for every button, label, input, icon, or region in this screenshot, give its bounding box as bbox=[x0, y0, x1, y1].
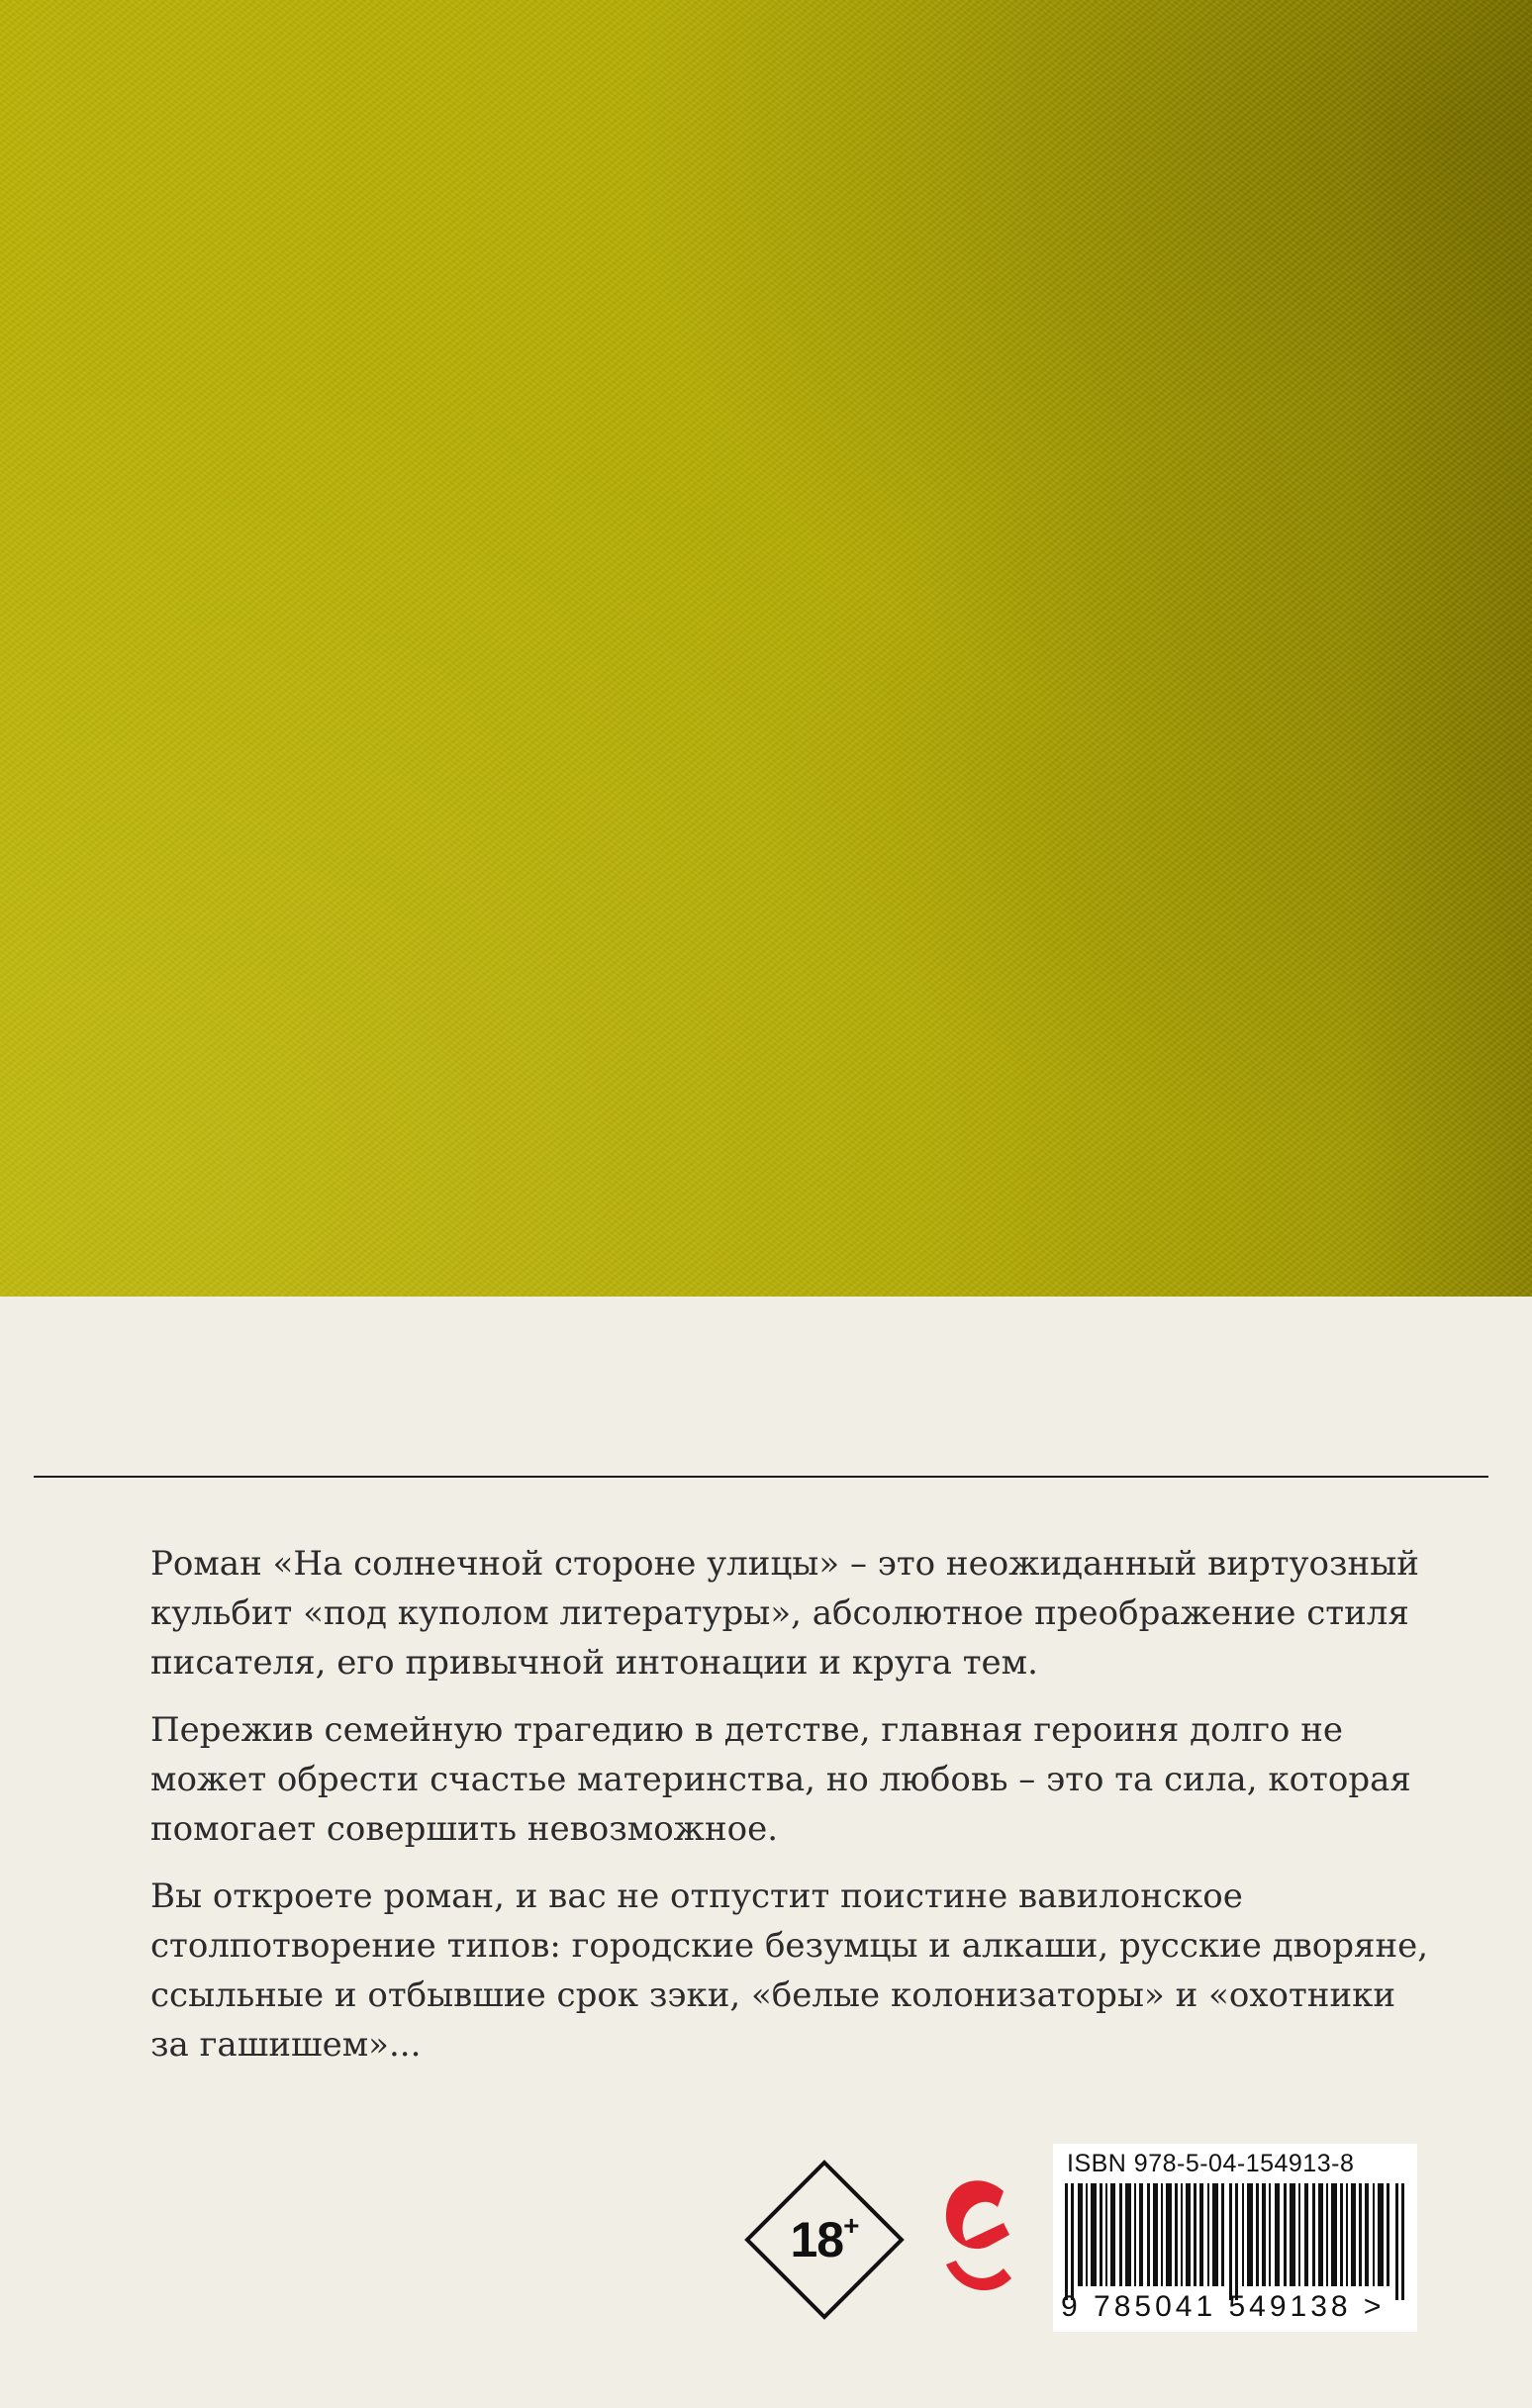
book-description bbox=[150, 1539, 1437, 2087]
age-rating-plus: + bbox=[843, 2210, 859, 2241]
age-rating-text bbox=[743, 2159, 906, 2321]
description-paragraph-2: Пережив семейную трагедию в детстве, главная героиня долго не может обрести счастье материнства, но любовь – это та сила, которая помогает совершить невозможное. bbox=[150, 1710, 1411, 1849]
barcode-digits: 9 785041 549138 > bbox=[1061, 2290, 1386, 2323]
isbn-label: ISBN 978-5-04-154913-8 bbox=[1067, 2150, 1355, 2177]
description-paragraph-3: Вы откроете роман, и вас не отпустит поистине вавилонское столпотворение типов: городские безумцы и алкаши, русские дворяне, ссыльные и отбывшие срок зэки, «белые колонизаторы» и «охотники за гашишем»... bbox=[150, 1877, 1429, 2065]
divider-line bbox=[34, 1476, 1488, 1478]
publisher-logo-icon bbox=[938, 2169, 1019, 2300]
eksmo-e-logo-icon bbox=[938, 2169, 1019, 2300]
description-paragraph-1: Роман «На солнечной стороне улицы» – это неожиданный виртуозный кульбит «под куполом литературы», абсолютное преображение стиля писателя, его привычной интонации и круга тем. bbox=[150, 1544, 1419, 1683]
isbn-barcode bbox=[1053, 2144, 1417, 2332]
age-rating-badge bbox=[743, 2159, 906, 2321]
age-rating-number: 18 bbox=[790, 2212, 844, 2267]
barcode-bars-icon bbox=[1065, 2183, 1409, 2300]
